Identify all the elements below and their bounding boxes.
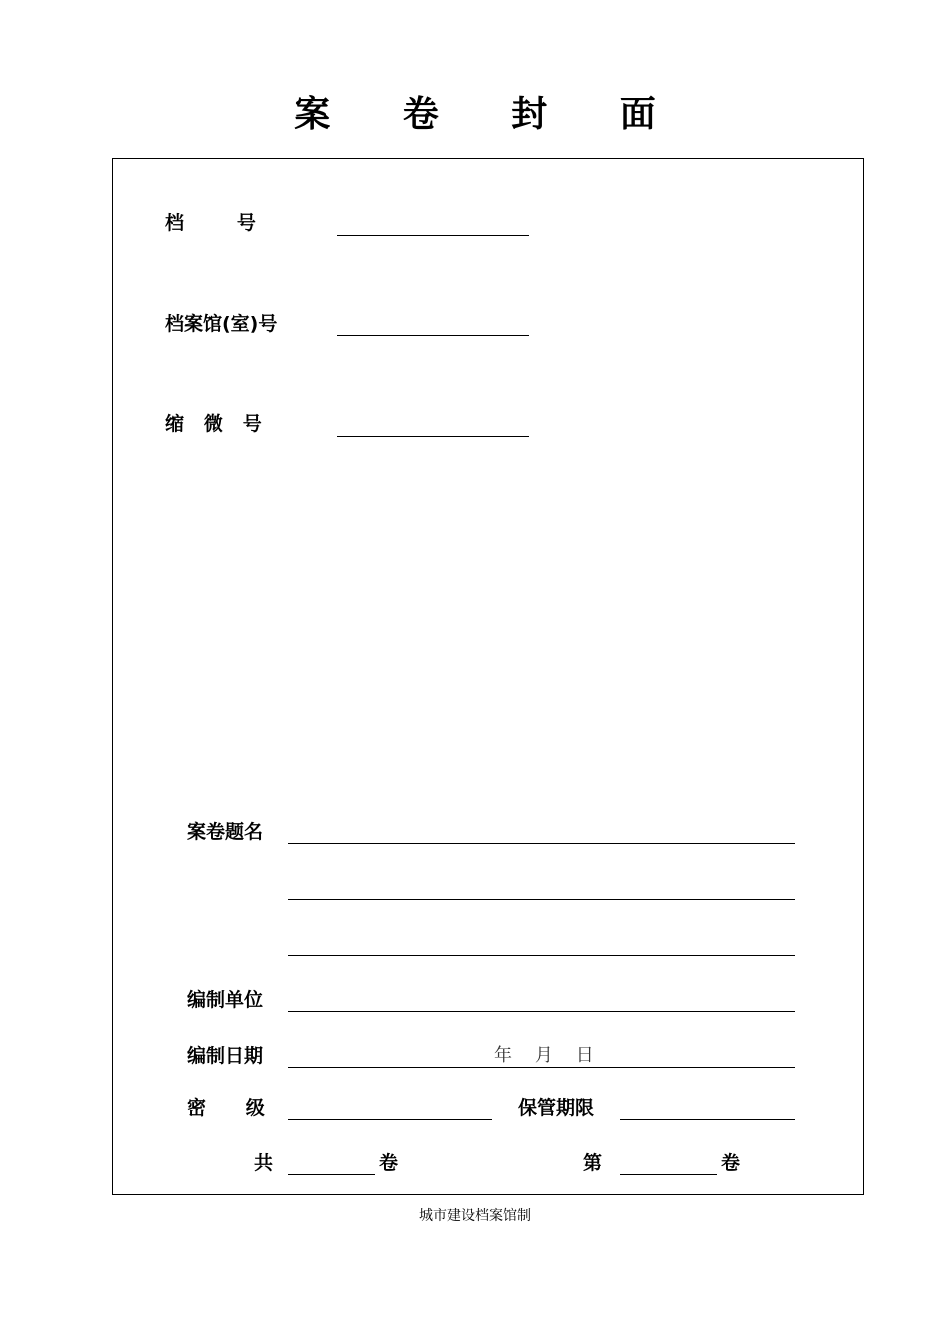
archive-room-no-label: 档案馆(室)号 bbox=[165, 313, 278, 335]
secrecy-label: 密 级 bbox=[187, 1097, 265, 1119]
total-volumes-field[interactable] bbox=[288, 1174, 375, 1175]
archive-room-no-field[interactable] bbox=[337, 335, 529, 336]
case-title-label: 案卷题名 bbox=[187, 821, 264, 843]
archive-no-field[interactable] bbox=[337, 235, 529, 236]
case-title-field-1[interactable] bbox=[288, 843, 795, 844]
case-title-field-2[interactable] bbox=[288, 899, 795, 900]
microfilm-no-field[interactable] bbox=[337, 436, 529, 437]
page-title: 案 卷 封 面 bbox=[294, 94, 686, 135]
volume-index-field[interactable] bbox=[620, 1174, 717, 1175]
date-placeholder: 年 月 日 bbox=[494, 1045, 594, 1066]
compiler-unit-label: 编制单位 bbox=[187, 989, 264, 1011]
index-label: 第 bbox=[583, 1152, 603, 1174]
archive-no-label: 档 号 bbox=[165, 212, 256, 234]
compiler-unit-field[interactable] bbox=[288, 1011, 795, 1012]
volume-unit-label-2: 卷 bbox=[721, 1152, 741, 1174]
case-title-field-3[interactable] bbox=[288, 955, 795, 956]
retention-label: 保管期限 bbox=[518, 1097, 595, 1119]
compile-date-label: 编制日期 bbox=[187, 1045, 264, 1067]
retention-field[interactable] bbox=[620, 1119, 795, 1120]
compile-date-field[interactable] bbox=[288, 1067, 795, 1068]
microfilm-no-label: 缩 微 号 bbox=[165, 413, 262, 435]
volume-unit-label-1: 卷 bbox=[379, 1152, 399, 1174]
footer-issuer: 城市建设档案馆制 bbox=[419, 1208, 531, 1224]
total-label: 共 bbox=[254, 1152, 274, 1174]
secrecy-field[interactable] bbox=[288, 1119, 492, 1120]
